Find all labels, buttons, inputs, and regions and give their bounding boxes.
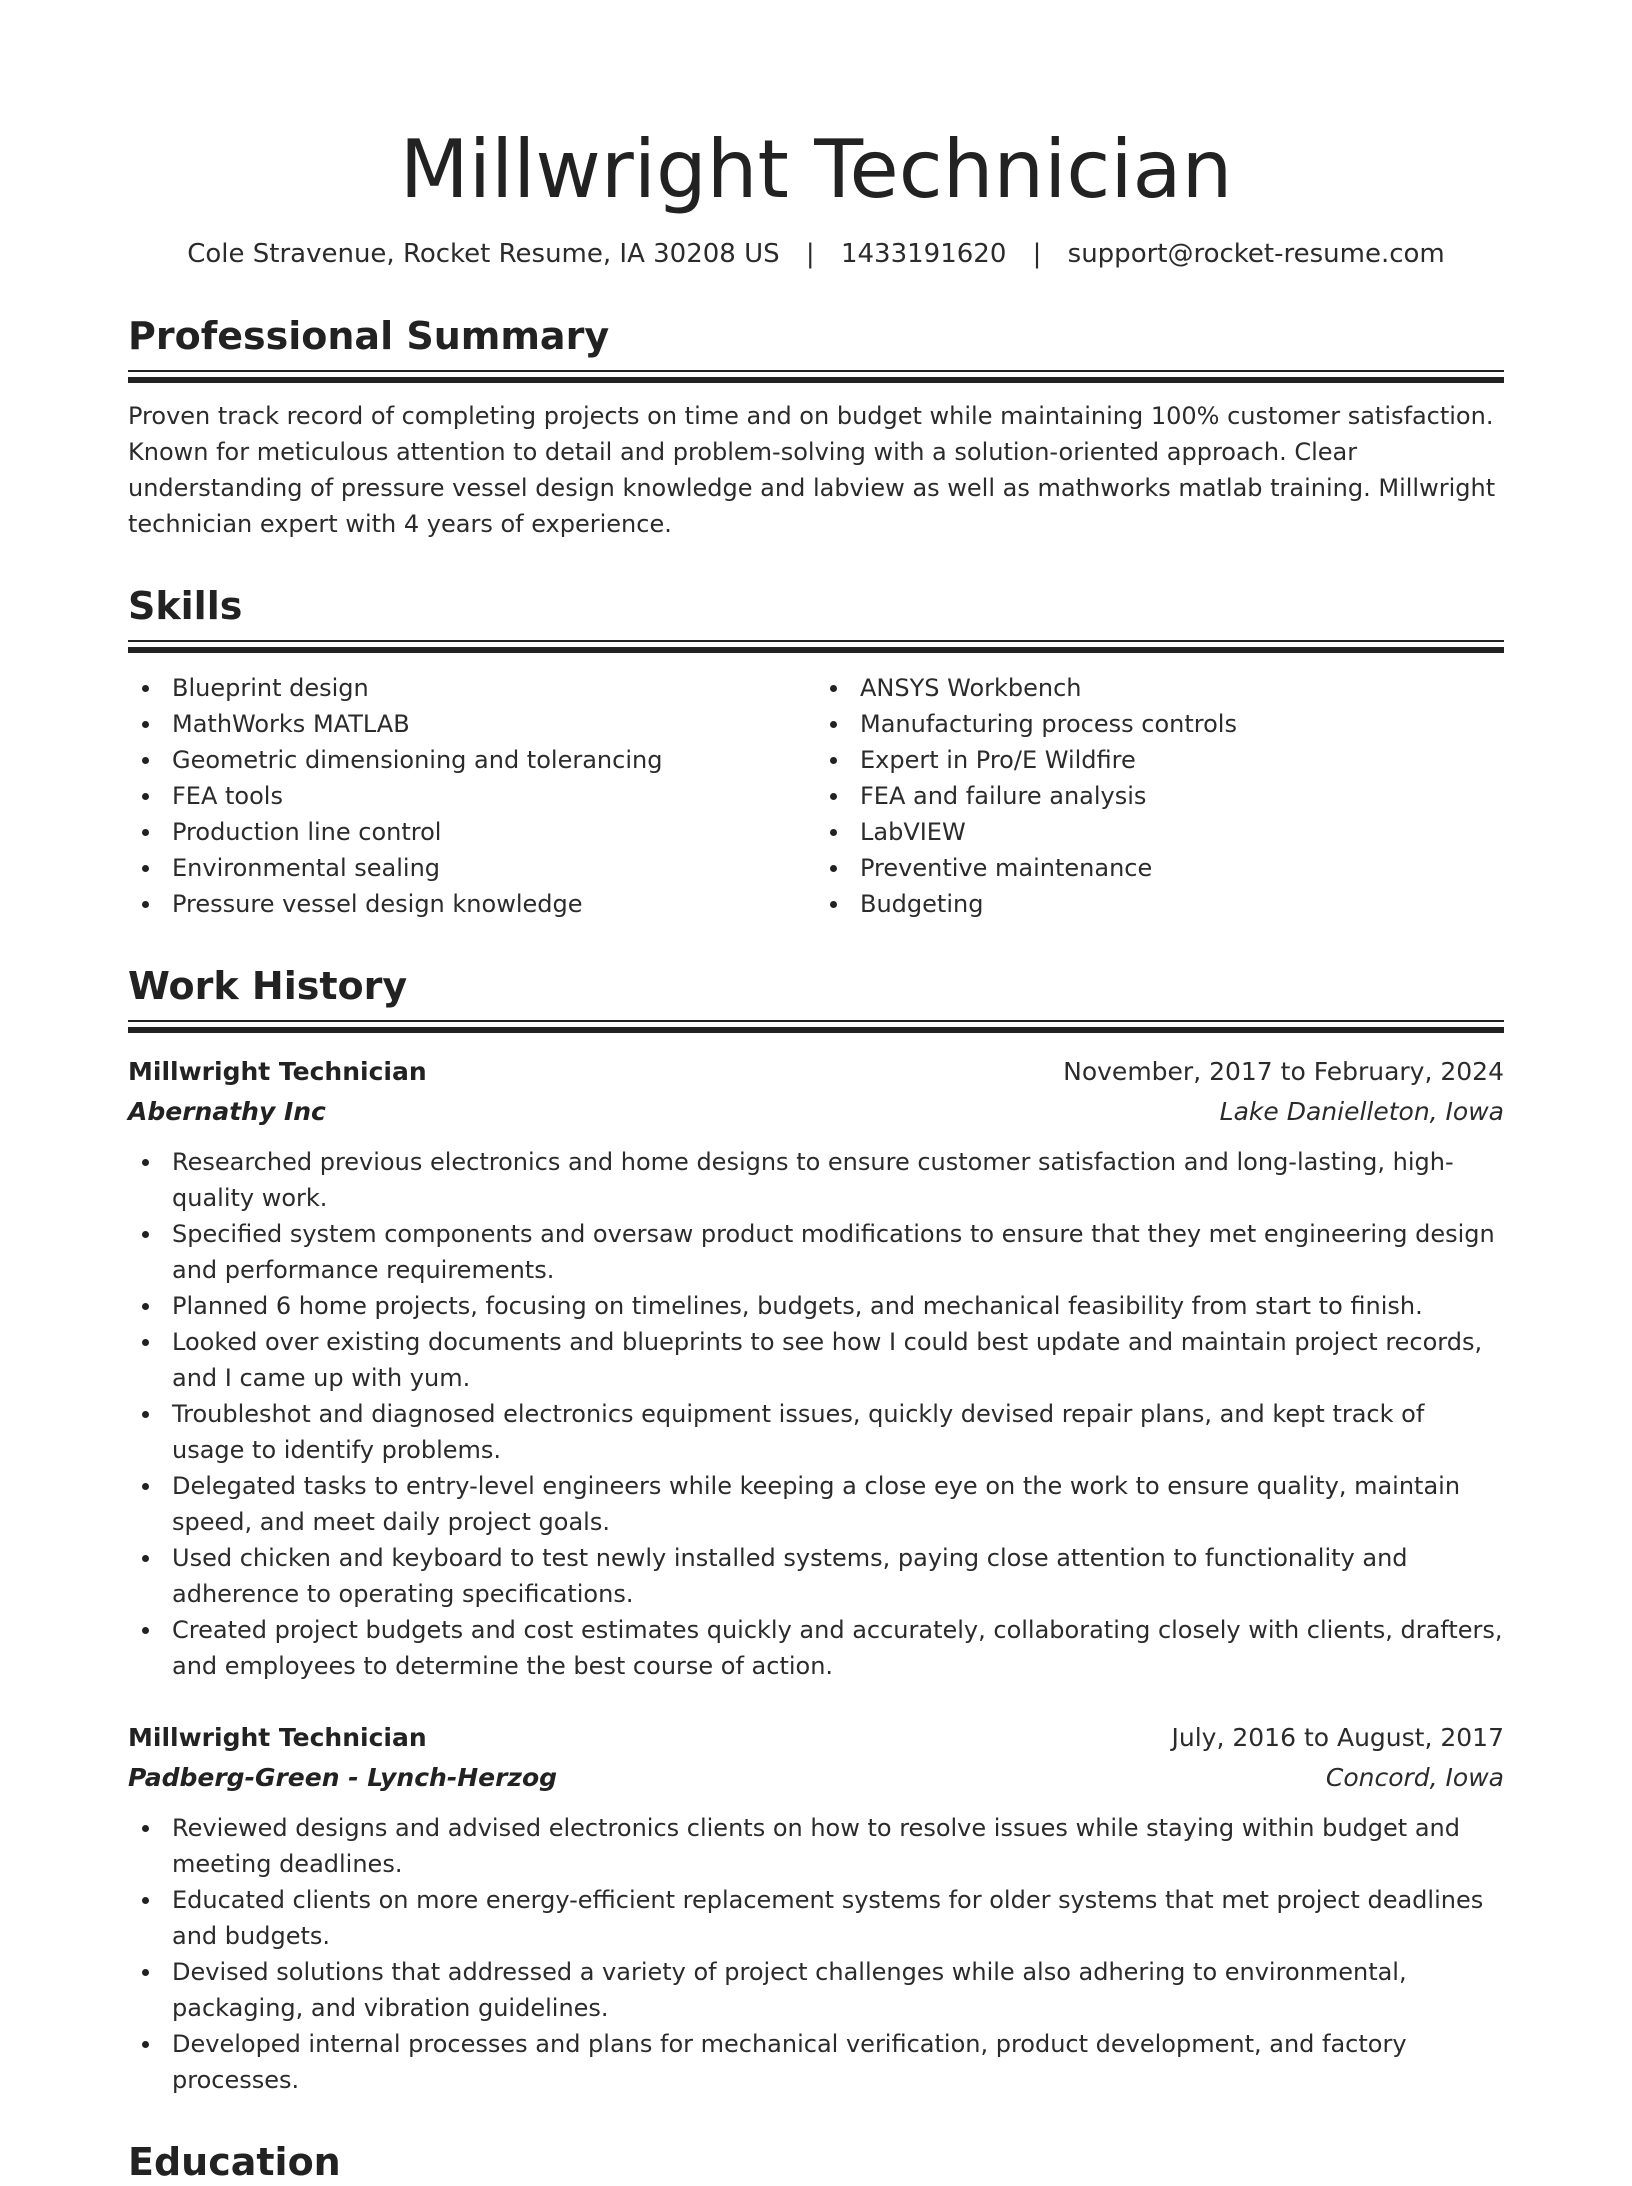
skill-item: Geometric dimensioning and tolerancing [128, 742, 816, 778]
job-title: Millwright Technician [128, 1723, 427, 1752]
job-company: Padberg-Green - Lynch-Herzog [128, 1763, 558, 1792]
contact-email: support@rocket-resume.com [1067, 239, 1445, 269]
job-dates: November, 2017 to February, 2024 [1063, 1057, 1504, 1086]
skill-item: Blueprint design [128, 670, 816, 706]
job-company: Abernathy Inc [128, 1097, 326, 1126]
contact-separator: | [1032, 239, 1042, 269]
job-location: Lake Danielleton, Iowa [1219, 1097, 1504, 1126]
skill-item: Budgeting [816, 886, 1504, 922]
job-company-row [128, 1092, 1504, 1132]
job-bullet: Researched previous electronics and home designs to ensure customer satisfaction and long-lasting, high-quality work. [128, 1144, 1504, 1216]
job-bullet: Used chicken and keyboard to test newly installed systems, paying close attention to functionality and adherence to operating specifications. [128, 1540, 1504, 1612]
skill-item: Production line control [128, 814, 816, 850]
job-bullet: Developed internal processes and plans for mechanical verification, product development, and factory processes. [128, 2026, 1504, 2098]
skills-section [128, 582, 1504, 922]
section-divider [128, 370, 1504, 384]
job-bullets [128, 1144, 1504, 1684]
skill-item: FEA tools [128, 778, 816, 814]
skill-item: Pressure vessel design knowledge [128, 886, 816, 922]
section-divider [128, 1020, 1504, 1034]
skill-item: FEA and failure analysis [816, 778, 1504, 814]
skill-item: LabVIEW [816, 814, 1504, 850]
skill-item: ANSYS Workbench [816, 670, 1504, 706]
skill-item: Preventive maintenance [816, 850, 1504, 886]
skills-columns [128, 670, 1504, 922]
section-divider [128, 640, 1504, 654]
job-entry [128, 1052, 1504, 1684]
summary-section [128, 312, 1504, 542]
job-header-row [128, 1052, 1504, 1092]
skill-item: Environmental sealing [128, 850, 816, 886]
job-title: Millwright Technician [128, 1057, 427, 1086]
job-dates: July, 2016 to August, 2017 [1171, 1723, 1504, 1752]
job-bullets [128, 1810, 1504, 2098]
education-section [128, 2138, 1504, 2186]
skills-list-left [128, 670, 816, 922]
job-bullet: Devised solutions that addressed a variety of project challenges while also adhering to environmental, packaging, and vibration guidelines. [128, 1954, 1504, 2026]
job-company-row [128, 1758, 1504, 1798]
skills-list-right [816, 670, 1504, 922]
job-bullet: Troubleshot and diagnosed electronics equipment issues, quickly devised repair plans, and kept track of usage to identify problems. [128, 1396, 1504, 1468]
contact-phone: 1433191620 [840, 239, 1007, 269]
job-bullet: Planned 6 home projects, focusing on timelines, budgets, and mechanical feasibility from start to finish. [128, 1288, 1504, 1324]
contact-line [128, 236, 1504, 272]
job-entry [128, 1718, 1504, 2098]
job-bullet: Specified system components and oversaw product modifications to ensure that they met engineering design and performance requirements. [128, 1216, 1504, 1288]
resume-name: Millwright Technician [399, 123, 1233, 216]
job-bullet: Looked over existing documents and blueprints to see how I could best update and maintain project records, and I came up with yum. [128, 1324, 1504, 1396]
section-title-summary: Professional Summary [128, 314, 610, 358]
skill-item: Manufacturing process controls [816, 706, 1504, 742]
contact-address: Cole Stravenue, Rocket Resume, IA 30208 US [187, 239, 780, 269]
job-bullet: Reviewed designs and advised electronics clients on how to resolve issues while staying within budget and meeting deadlines. [128, 1810, 1504, 1882]
job-bullet: Created project budgets and cost estimates quickly and accurately, collaborating closely with clients, drafters, and employees to determine the best course of action. [128, 1612, 1504, 1684]
section-title-work-history: Work History [128, 964, 408, 1008]
contact-separator: | [805, 239, 815, 269]
section-title-education: Education [128, 2140, 341, 2184]
job-location: Concord, Iowa [1325, 1763, 1504, 1792]
skill-item: Expert in Pro/E Wildfire [816, 742, 1504, 778]
skill-item: MathWorks MATLAB [128, 706, 816, 742]
work-history-section [128, 962, 1504, 2098]
job-bullet: Educated clients on more energy-efficient replacement systems for older systems that met project deadlines and budgets. [128, 1882, 1504, 1954]
section-title-skills: Skills [128, 584, 243, 628]
job-header-row [128, 1718, 1504, 1758]
job-bullet: Delegated tasks to entry-level engineers while keeping a close eye on the work to ensure quality, maintain speed, and meet daily project goals. [128, 1468, 1504, 1540]
summary-text: Proven track record of completing projects on time and on budget while maintaining 100% customer satisfaction. Known for meticulous attention to detail and problem-solving with a solution-oriented approach. Clear understanding of pressure vessel design knowledge and labview as well as mathworks matlab training. Millwright technician expert with 4 years of experience. [128, 402, 1496, 538]
